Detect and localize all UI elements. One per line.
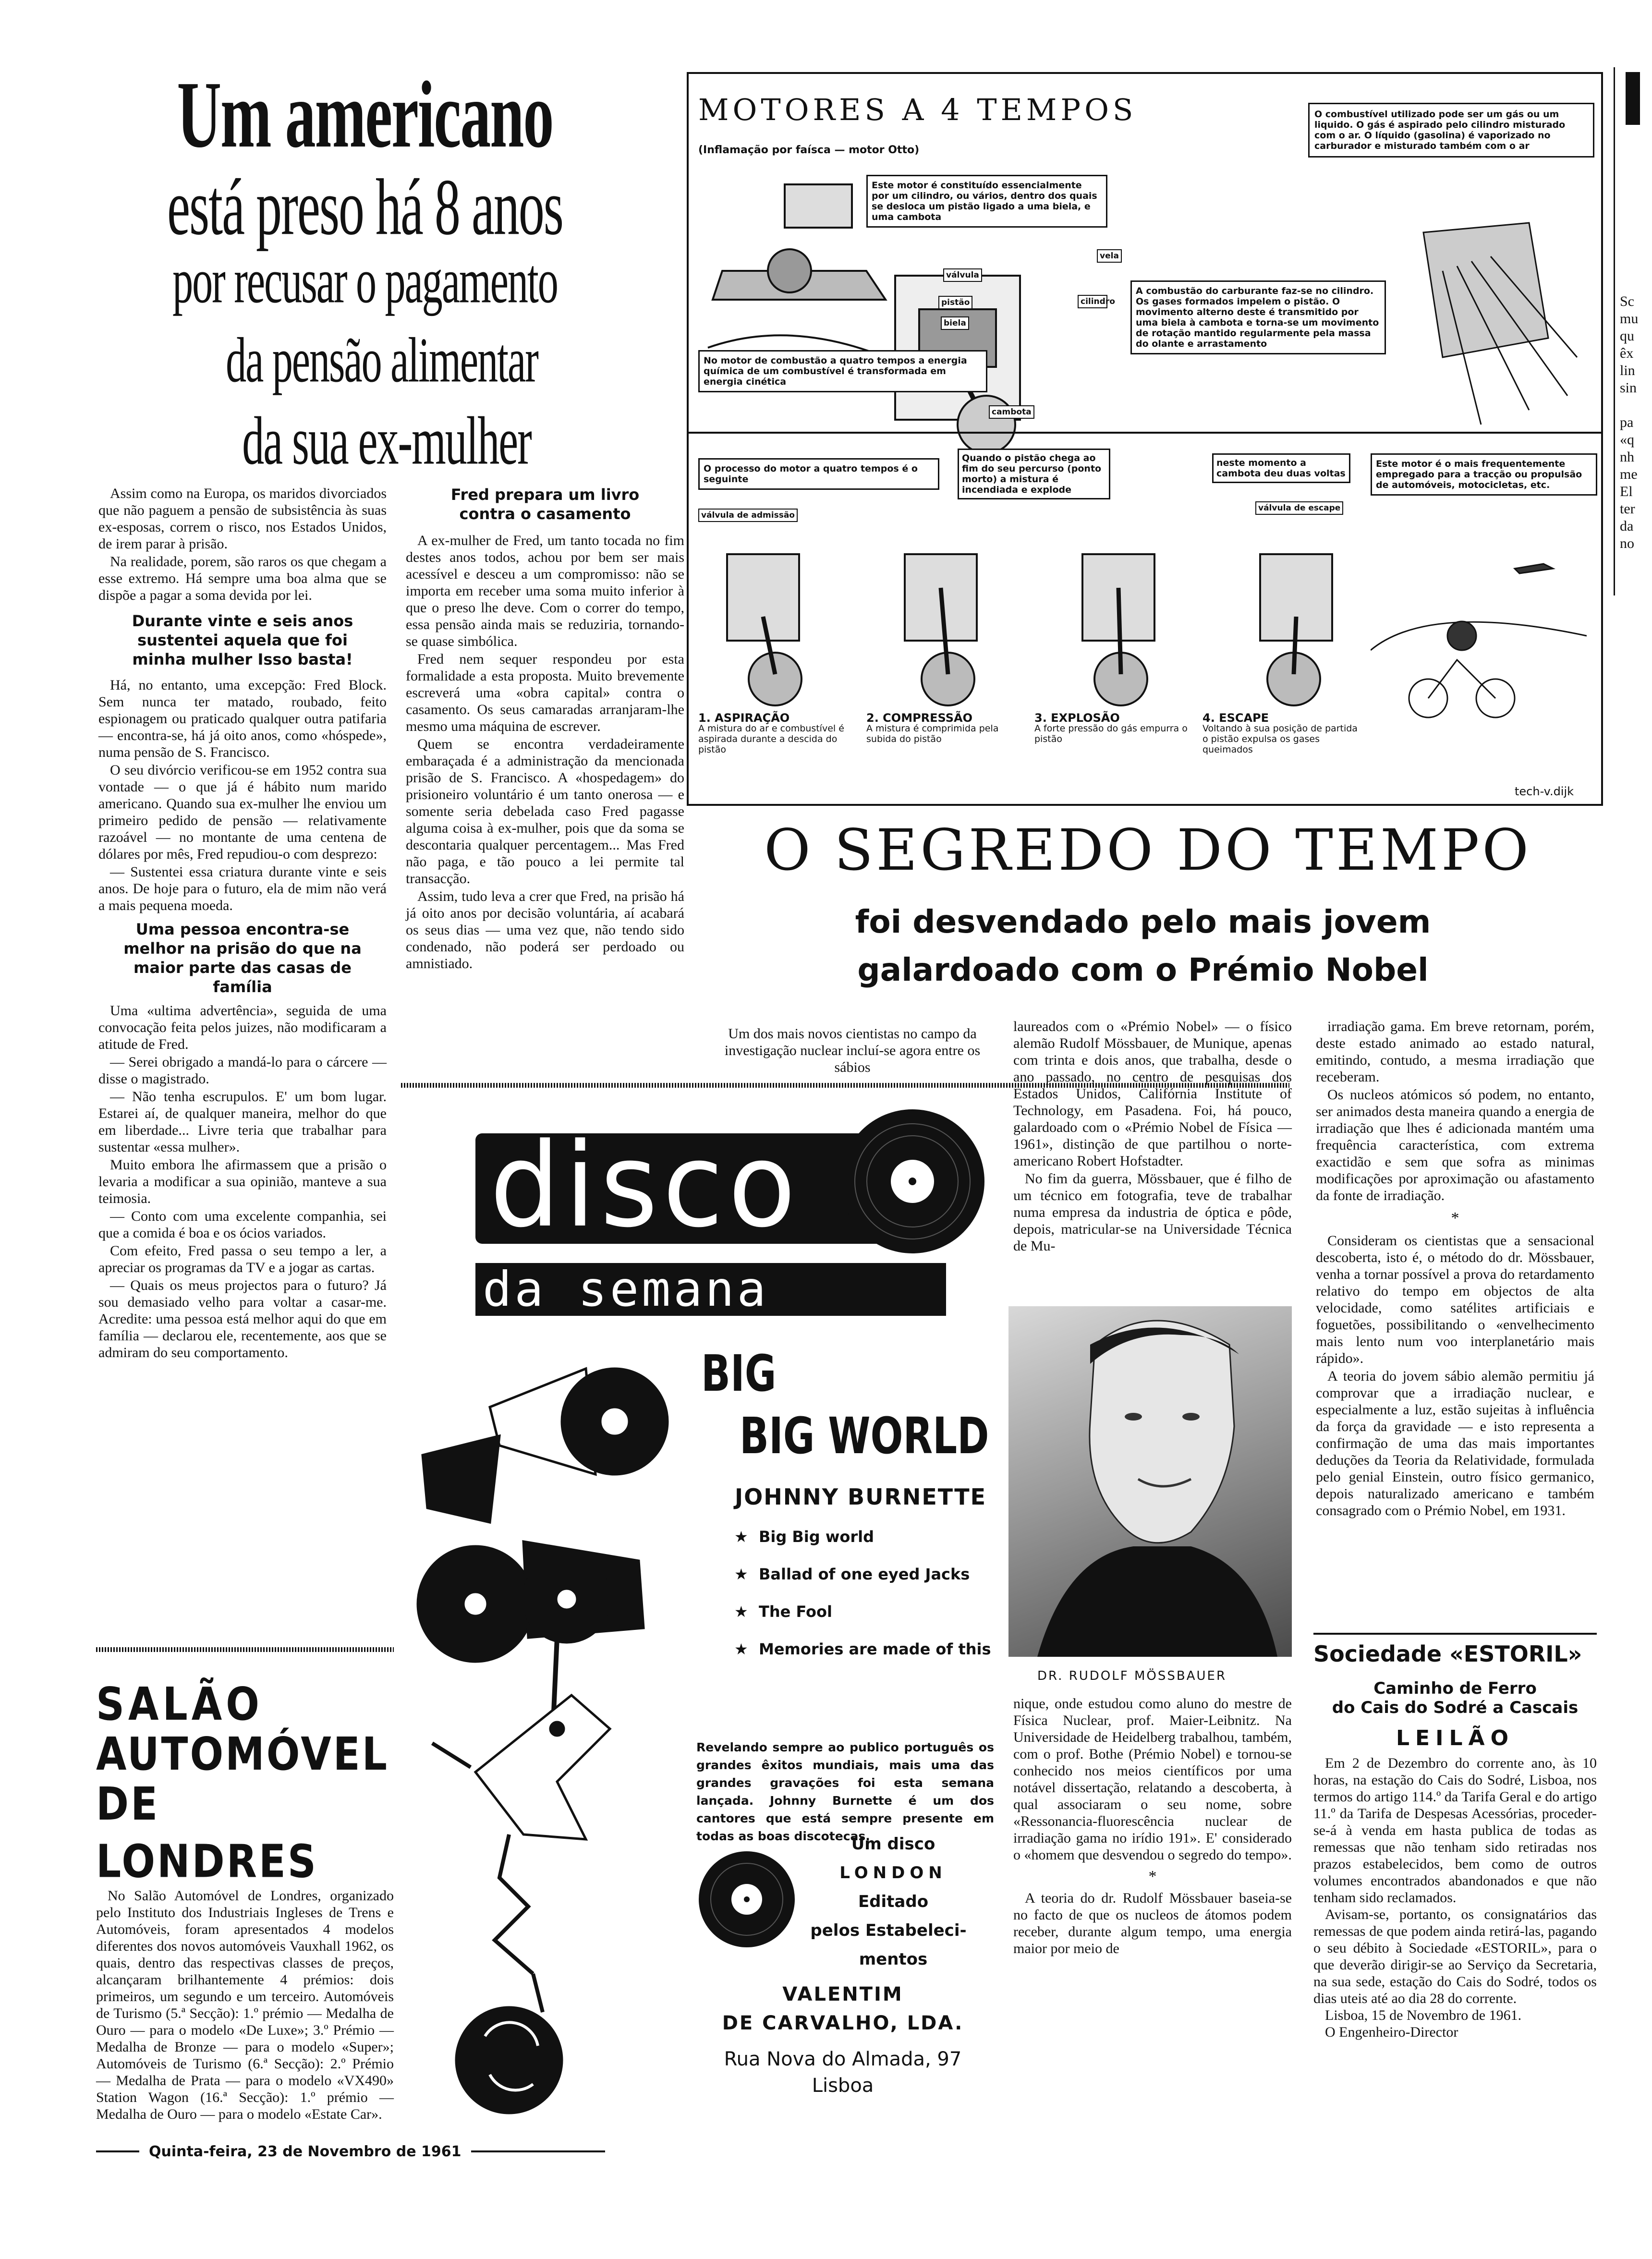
paragraph: No fim da guerra, Mössbauer, que é filho de um técnico em fotografia, teve de trabalhar numa empresa da industria de óptica e pôde, depois, matricular-se na Universidade Técnica de Mu-	[1013, 1171, 1292, 1254]
estoril-sub1: Caminho de Ferro	[1373, 1679, 1537, 1698]
motores-title: MOTORES A 4 TEMPOS	[698, 92, 1137, 127]
paragraph: Muito embora lhe afirmassem que a prisão o levaria a modificar a sua opinião, manteve a sua teimosia.	[98, 1157, 387, 1206]
disco-big-world: BIG WORLD	[740, 1407, 989, 1465]
paragraph: Consideram os cientistas que a sensacional descoberta, isto é, o método do dr. Mössbauer, venha a tornar possível a prova do retardamento relativo do tempo em objectos de alta velocidade, como satélites artificiais e foguetões, possibilitando o «envelhecimento mais lento num voo interplanetário mais rápido».	[1316, 1233, 1594, 1366]
track-item: ★ Big Big world	[759, 1527, 1008, 1546]
disco-l1: Um disco	[851, 1834, 935, 1854]
record-icon	[836, 1105, 989, 1258]
estoril-text2: Avisam-se, portanto, os consignatários das remessas de que podem ainda retirá-las, pagando o seu débito à Sociedade «ESTORIL», para o que deverão dirigir-se ao Serviço da Secretaria, na sua sede, estação do Cais do Sodré, todos os dias uteis até ao dia 28 do corrente.	[1313, 1907, 1597, 2006]
step-2	[866, 713, 1025, 794]
paragraph: — Conto com uma excelente companhia, sei que a comida é boa e os ócios variados.	[98, 1208, 387, 1241]
step-text: A mistura é comprimida pela subida do pistão	[866, 723, 999, 744]
mossbauer-photo	[1008, 1306, 1292, 1657]
footer-date: Quinta-feira, 23 de Novembro de 1961	[149, 2143, 462, 2160]
salao-title1: SALÃO	[96, 1678, 263, 1731]
headline-line1: Um americano	[177, 61, 553, 168]
disco-address2: Lisboa	[812, 2075, 874, 2097]
track-list	[740, 1527, 1008, 1677]
step-title: 2. COMPRESSÃO	[866, 711, 973, 725]
paragraph: Na realidade, porem, são raros os que chegam a esse extremo. Há sempre uma boa alma que se dispõe a pagar a soma devida por lei.	[98, 554, 387, 603]
motores-diagram	[687, 72, 1603, 806]
divider	[96, 1647, 394, 1652]
headline-line2: está preso há 8 anos	[167, 163, 563, 252]
article1-col1	[98, 485, 387, 1362]
star-separator: *	[1148, 1868, 1157, 1885]
right-edge-column	[1614, 67, 1652, 595]
edge-fragment: da	[1620, 518, 1634, 534]
paragraph: nique, onde estudou como aluno do mestre de Física Nuclear, prof. Maier-Leibnitz. Na Universidade de Heidelberg trabalhou, também, com o prof. Bothe (Prémio Nobel) e tornou-se conhecido nos meios científicos por uma notável dissertação, relatando a descoberta, à qual associaram o seu nome, sobre «Ressonancia-fluorescência nuclear de irradiação gama no irídio 191». E' considerado o «homem que desvendou o segredo do tempo».	[1013, 1696, 1292, 1863]
headline-line4: da pensão alimentar	[226, 324, 538, 396]
edge-fragments	[1620, 293, 1652, 552]
segredo-intro: Um dos mais novos cientistas no campo da investigação nuclear incluí-se agora entre os sábios	[724, 1026, 981, 1075]
motorcycle-illustration	[1371, 530, 1587, 732]
paragraph: — Não tenha escrupulos. E' um bom lugar. Estarei aí, de qualquer maneira, melhor do que em liberdade... Livre teria que trabalhar para sustentar «essa mulher».	[98, 1089, 387, 1155]
paragraph: Assim como na Europa, os maridos divorciados que não paguem a pensão de subsistência às suas ex-esposas, correm o risco, nos Estados Unidos, de irem parar à prisão.	[98, 486, 387, 552]
star-separator: *	[1451, 1209, 1459, 1227]
step-text: Voltando à sua posição de partida o pistão expulsa os gases queimados	[1203, 723, 1358, 755]
track-item: ★ The Fool	[759, 1602, 1008, 1621]
disco-address1: Rua Nova do Almada, 97	[724, 2048, 962, 2070]
gramophone-character-illustration	[413, 1349, 682, 2132]
disco-description: Revelando sempre ao publico português os grandes êxitos mundiais, mais uma das grandes gravações foi esta semana lançada. Johnny Burnette é um dos cantores que está sempre presente em todas as boas discotecas.	[696, 1740, 994, 1843]
edge-fragment: nh	[1620, 449, 1634, 465]
footer-rule-right	[471, 2150, 605, 2152]
step-1	[698, 713, 857, 794]
combustion-note: A combustão do carburante faz-se no cilindro. Os gases formados impelem o pistão. O movimento alterno deste é transmitido por uma biela à cambota e torna-se um movimento de rotação mantido regularmente pela massa do olante e arrastamento	[1130, 280, 1386, 354]
article1-col2	[406, 485, 684, 973]
estoril-notice	[1313, 1633, 1597, 2040]
subhead: Uma pessoa encontra-se melhor na prisão do que na maior parte das casas de família	[123, 920, 362, 996]
use-note: Este motor é o mais frequentemente empregado para a tracção ou propulsão de automóveis, motocicletas, etc.	[1371, 453, 1597, 496]
step-title: 4. ESCAPE	[1203, 711, 1269, 725]
subhead: Durante vinte e seis anos sustentei aquela que foi minha mulher Isso basta!	[132, 612, 353, 668]
article1-headline	[67, 62, 663, 543]
paragraph: O seu divórcio verificou-se em 1952 contra sua vontade — o que já é hábito num marido americano. Quando sua ex-mulher lhe enviou um primeiro pedido de pensão — relativamente razoável — no montante de uma centena de dólares por mês, Fred repudiou-o com desprezo:	[98, 762, 387, 862]
stroke-note: Quando o pistão chega ao fim do seu percurso (ponto morto) a mistura é incendiada e explode	[958, 449, 1110, 499]
step-3	[1034, 713, 1193, 794]
process-note: O processo do motor a quatro tempos é o seguinte	[698, 458, 939, 490]
steps-row	[698, 713, 1361, 794]
disco-artist: JOHNNY BURNETTE	[735, 1484, 987, 1510]
estoril-date: Lisboa, 15 de Novembro de 1961.	[1325, 2007, 1522, 2023]
edge-fragment: ter	[1620, 501, 1635, 517]
disco-company2: DE CARVALHO, LDA.	[722, 2012, 964, 2034]
headline-line3: por recusar o pagamento	[172, 245, 558, 316]
track-item: ★ Memories are made of this	[759, 1640, 1008, 1659]
segredo-sub1: foi desvendado pelo mais jovem	[855, 903, 1431, 940]
label-escape: válvula de escape	[1255, 501, 1343, 515]
paragraph: Assim, tudo leva a crer que Fred, na prisão há já oito anos por decisão voluntária, aí acabará os seus dias — uma vez que, não tendo sido condenado, não poderá ser perdoado ou amnistiado.	[406, 888, 684, 972]
da-semana-text: da semana	[483, 1261, 769, 1317]
internal-note: No motor de combustão a quatro tempos a energia química de um combustível é transformada em energia cinética	[698, 350, 987, 392]
edge-fragment: Sc	[1620, 293, 1634, 309]
motor-note: Este motor é constituído essencialmente por um cilindro, ou vários, dentro dos quais se desloca um pistão ligado a uma biela, e uma cambota	[866, 175, 1107, 228]
edge-fragment: qu	[1620, 328, 1634, 344]
track-item: ★ Ballad of one eyed Jacks	[759, 1565, 1008, 1584]
label-pistao: pistão	[938, 296, 972, 309]
label-biela: biela	[941, 316, 969, 330]
estoril-text1: Em 2 de Dezembro do corrente ano, às 10 horas, na estação do Cais do Sodré, Lisboa, nos termos do artigo 114.º da Tarifa Geral e do artigo 11.º da Tarifa de Despesas Acessórias, proceder-se-á à venda em hasta publica de todas as remessas que não tenham sido retiradas nos prazos estabelecidos, bem como de outros volumes encontrados abandonados e que não tenham sido reclamados.	[1313, 1755, 1597, 1906]
london-record-icon	[696, 1849, 797, 1950]
footer	[96, 2142, 605, 2161]
fuel-note: O combustível utilizado pode ser um gás ou um liquido. O gás é aspirado pelo cilindro misturado com o ar. O líquido (gasolina) é vaporizado no carburador e misturado também com o ar	[1308, 103, 1594, 158]
segredo-title: O SEGREDO DO TEMPO	[764, 817, 1531, 883]
estoril-leilao: LEILÃO	[1396, 1726, 1514, 1750]
salao-text: No Salão Automóvel de Londres, organizado pelo Instituto dos Industriais Ingleses de Trens e Automóveis, foram apresentados 4 modelos diferentes dos novos automóveis Vauxhall 1962, os quais, dentro das respectivas classes de preços, alcançaram brilhantemente 4 prémios: dois primeiros, um segundo e um terceiro. Automóveis de Turismo (5.ª Secção): 1.º prémio — Medalha de Ouro — para o modelo «De Luxe»; 3.º Prémio — Medalha de Bronze — para o modelo «Super»; Automóveis de Turismo (6.ª Secção): 2.º Prémio — Medalha de Prata — para o modelo «VX490» Station Wagon (16.ª Secção): 1.º prémio — Medalha de Ouro — para o modelo «Estate Car».	[96, 1888, 394, 2122]
segredo-col-b	[1316, 1018, 1594, 1520]
cambota-note: neste momento a cambota deu duas voltas	[1212, 453, 1350, 483]
step-title: 1. ASPIRAÇÃO	[698, 711, 790, 725]
edge-fragment: me	[1620, 466, 1638, 482]
footer-rule-left	[96, 2150, 139, 2152]
salao-title3: DE LONDRES	[96, 1778, 318, 1888]
diagram-credit: tech-v.dijk	[1515, 785, 1574, 798]
paragraph: Fred nem sequer respondeu por esta formalidade a esta proposta. Muito brevemente escreverá uma «obra capital» contra o casamento. Os seus camaradas arranjaram-lhe mesmo uma máquina de escrever.	[406, 651, 684, 734]
edge-fragment: no	[1620, 535, 1634, 551]
paragraph: — Sustentei essa criatura durante vinte e seis anos. De hoje para o futuro, ela de mim não verá a mais pequena moeda.	[98, 864, 387, 913]
edge-fragment: êx	[1620, 345, 1634, 361]
disco-l2: LONDON	[839, 1863, 947, 1882]
paragraph: Quem se encontra verdadeiramente embaraçada é a administração da mencionada prisão de S. Francisco. A «hospedagem» do prisioneiro voluntário é um tanto onerosa — e somente seria debelada caso Fred pagasse alguma coisa à ex-mulher, pois que da soma se descontaria qualquer percentagem... Mas Fred não paga, e tão pouco a lei permite tal transacção.	[406, 736, 684, 887]
paragraph: — Quais os meus projectos para o futuro? Já sou demasiado velho para voltar a casar-me. Acredite: uma pessoa está melhor aqui do que em família — declarou ele, recentemente, aos que se admiram do seu comportamento.	[98, 1277, 387, 1360]
motores-subtitle: (Inflamação por faísca — motor Otto)	[698, 144, 920, 156]
disco-big: BIG	[701, 1345, 777, 1403]
disco-text: disco	[490, 1118, 801, 1253]
disco-ad	[403, 1100, 999, 2137]
disco-l3: Editado	[858, 1892, 929, 1911]
label-valvula: válvula	[943, 268, 982, 282]
edge-fragment: «q	[1620, 432, 1634, 448]
disco-l4: pelos Estabeleci-	[810, 1921, 967, 1940]
paragraph: Com efeito, Fred passa o seu tempo a ler, a apreciar os programas da TV e a jogar as cartas.	[98, 1243, 387, 1275]
photo-caption: DR. RUDOLF MÖSSBAUER	[1037, 1669, 1227, 1683]
estoril-title: Sociedade «ESTORIL»	[1313, 1641, 1582, 1667]
estoril-sub2: do Cais do Sodré a Cascais	[1332, 1698, 1579, 1717]
disco-l5: mentos	[859, 1950, 928, 1969]
portrait-icon	[1008, 1306, 1292, 1657]
label-vela: vela	[1097, 249, 1122, 263]
cylinder-glow-illustration	[1385, 194, 1587, 434]
paragraph: A teoria do dr. Rudolf Mössbauer baseia-se no facto de que os nucleos de átomos podem receber, durante algum tempo, uma energia maior por meio de	[1013, 1890, 1292, 1956]
segredo-col-a	[1013, 1018, 1292, 1255]
step-text: A forte pressão do gás empurra o pistão	[1034, 723, 1188, 744]
four-stroke-illustration	[698, 530, 1361, 717]
paragraph: — Serei obrigado a mandá-lo para o cárcere — disse o magistrado.	[98, 1054, 387, 1087]
paragraph: Uma «ultima advertência», seguida de uma convocação feita pelos juizes, não modificaram a atitude de Fred.	[98, 1003, 387, 1052]
disco-company1: VALENTIM	[782, 1983, 903, 2005]
label-admissao: válvula de admissão	[698, 509, 798, 522]
edge-fragment: lin	[1620, 363, 1635, 378]
edge-fragment: mu	[1620, 311, 1639, 327]
headline-line5: da sua ex-mulher	[242, 402, 531, 479]
step-title: 3. EXPLOSÃO	[1034, 711, 1120, 725]
segredo-sub2: galardoado com o Prémio Nobel	[857, 951, 1429, 988]
edge-fragment: pa	[1620, 414, 1634, 430]
segredo-col-a2	[1013, 1695, 1292, 1958]
label-cambota: cambota	[989, 405, 1034, 419]
edge-fragment: El	[1620, 484, 1633, 499]
paragraph: A teoria do jovem sábio alemão permitiu já comprovar que a irradiação nuclear, e especialmente a luz, estão sujeitas à influência da força da gravidade — e isto representa a confirmação de uma das mais importantes deduções da Teoria da Relatividade, formulada pelo genial Einstein, outro físico germanico, depois naturalizado americano e também consagrado com o Prémio Nobel, em 1931.	[1316, 1368, 1594, 1518]
step-text: A mistura do ar e combustível é aspirada durante a descida do pistão	[698, 723, 844, 755]
edge-fragment: sin	[1620, 380, 1637, 396]
diagram-separator	[689, 432, 1601, 434]
label-cilindro: cilindro	[1078, 295, 1107, 308]
estoril-sign: O Engenheiro-Director	[1325, 2024, 1458, 2040]
paragraph: irradiação gama. Em breve retornam, porém, deste estado animado ao estado natural, emitindo, contudo, a mesma irradiação que receberam.	[1316, 1019, 1594, 1085]
salao-article	[96, 1676, 394, 2123]
subhead: Fred prepara um livro contra o casamento	[450, 486, 640, 523]
edge-mark	[1626, 72, 1640, 125]
paragraph: laureados com o «Prémio Nobel» — o físico alemão Rudolf Mössbauer, de Munique, apenas com trinta e dois anos, que trabalha, desde o ano passado, no centro de pesquisas dos Estados Unidos, Califórnia Institute of Technology, em Pasadena. Foi, há pouco, galardoado com o «Prémio Nobel de Física — 1961», distinção de que partilhou o norte-americano Robert Hofstadter.	[1013, 1019, 1292, 1169]
salao-title2: AUTOMÓVEL	[96, 1728, 389, 1781]
step-4	[1203, 713, 1361, 794]
paragraph: A ex-mulher de Fred, um tanto tocada no fim destes anos todos, achou por bem ser mais acessível e desceu a um compromisso: não se importa em receber uma soma muito inferior à que o preso lhe deve. Com o correr do tempo, essa pensão ainda mais se reduziria, tornando-se quase simbólica.	[406, 533, 684, 649]
paragraph: Há, no entanto, uma excepção: Fred Block. Sem nunca ter matado, roubado, feito espionagem ou praticado qualquer outra patifaria — encontra-se, há já oito anos, como «hóspede», numa pensão de S. Francisco.	[98, 677, 387, 760]
paragraph: Os nucleos atómicos só podem, no entanto, ser animados desta maneira quando a energia de irradiação que lhes é adicionada mantém uma frequência característica, com extrema exactidão e sem que sofra as minimas modificações por aproximação ou afastamento da fonte de irradiação.	[1316, 1087, 1594, 1203]
